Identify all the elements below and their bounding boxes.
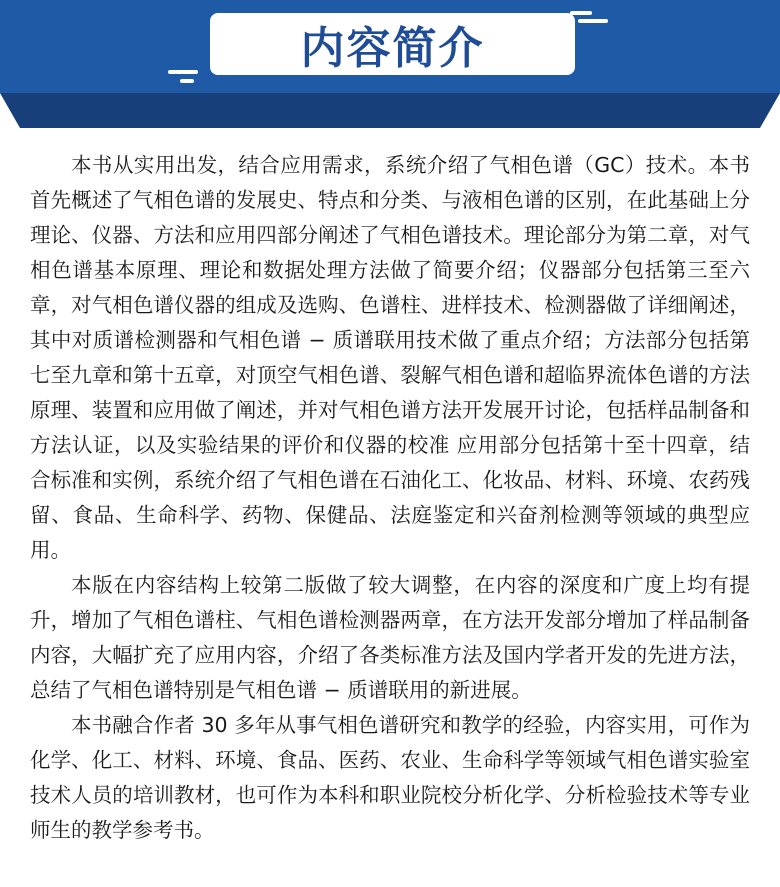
intro-paragraph-3: 本书融合作者 30 多年从事气相色谱研究和教学的经验，内容实用，可作为化学、化工、材料、环境、食品、医药、农业、生命科学等领域气相色谱实验室技术人员的培训教材，也可作为本科和职业院校分析化学、分析检验技术等专业师生的教学参考书。 [30, 713, 750, 842]
title-box [210, 13, 575, 75]
page-title: 内容简介 [300, 23, 485, 74]
header-banner [0, 0, 780, 130]
intro-content [30, 148, 750, 848]
intro-paragraph-1: 本书从实用出发，结合应用需求，系统介绍了气相色谱（GC）技术。本书首先概述了气相色谱的发展史、特点和分类、与液相色谱的区别，在此基础上分理论、仪器、方法和应用四部分阐述了气相色谱技术。理论部分为第二章，对气相色谱基本原理、理论和数据处理方法做了简要介绍；仪器部分包括第三至六章，对气相色谱仪器的组成及选购、色谱柱、进样技术、检测器做了详细阐述，其中对质谱检测器和气相色谱 − 质谱联用技术做了重点介绍；方法部分包括第七至九章和第十五章，对顶空气相色谱、裂解气相色谱和超临界流体色谱的方法原理、装置和应用做了阐述，并对气相色谱方法开发展开讨论，包括样品制备和方法认证，以及实验结果的评价和仪器的校准 应用部分包括第十至十四章，结合标准和实例，系统介绍了气相色谱在石油化工、化妆品、材料、环境、农药残留、食品、生命科学、药物、保健品、法庭鉴定和兴奋剂检测等领域的典型应用。 [30, 153, 750, 562]
intro-paragraph-2: 本版在内容结构上较第二版做了较大调整，在内容的深度和广度上均有提升，增加了气相色谱柱、气相色谱检测器两章，在方法开发部分增加了样品制备内容，大幅扩充了应用内容，介绍了各类标准方法及国内学者开发的先进方法，总结了气相色谱特别是气相色谱 − 质谱联用的新进展。 [30, 573, 750, 702]
